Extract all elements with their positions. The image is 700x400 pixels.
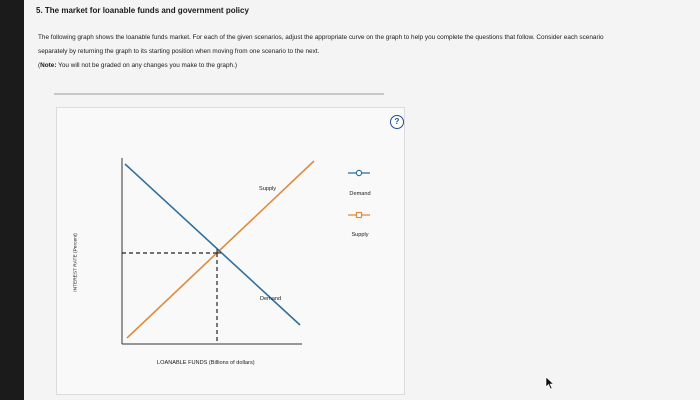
demand-curve-label: Demand	[260, 296, 282, 302]
question-page	[24, 0, 700, 400]
palette-supply-icon[interactable]	[348, 213, 370, 218]
instructions-text: The following graph shows the loanable funds market. For each of the given scenarios, adjust the appropriate curve on the graph to help you complete the questions that follow. Consider each scenario separately by returning the graph to its starting position when moving from one scenario to the next.	[38, 34, 604, 55]
x-axis-label: LOANABLE FUNDS (Billions of dollars)	[157, 360, 255, 366]
note-text: You will not be graded on any changes you make to the graph.	[58, 62, 235, 69]
mouse-pointer-icon	[545, 376, 555, 390]
help-icon[interactable]: ?	[390, 115, 404, 129]
question-instructions: The following graph shows the loanable funds market. For each of the given scenarios, adjust the appropriate curve on the graph to help you complete the questions that follow. Consider each scenario separately by returning the graph to its starting position when moving from one scenario to the next. (Note: You will not be graded on any changes you make to the graph.)	[38, 34, 604, 69]
palette-demand-icon[interactable]	[348, 170, 370, 175]
question-title: 5. The market for loanable funds and government policy	[36, 6, 249, 15]
supply-curve-label: Supply	[259, 186, 277, 192]
palette-supply-label: Supply	[351, 232, 369, 238]
palette-supply-tool[interactable]	[343, 232, 377, 238]
loanable-funds-graph[interactable]	[57, 108, 404, 394]
left-dark-bar	[0, 0, 24, 400]
divider	[54, 93, 384, 95]
palette-demand-label: Demand	[349, 191, 371, 197]
graph-panel	[56, 107, 405, 395]
palette-demand-tool[interactable]	[343, 191, 377, 197]
note-label: Note:	[40, 62, 57, 69]
y-axis-label: INTEREST RATE (Percent)	[73, 233, 79, 292]
